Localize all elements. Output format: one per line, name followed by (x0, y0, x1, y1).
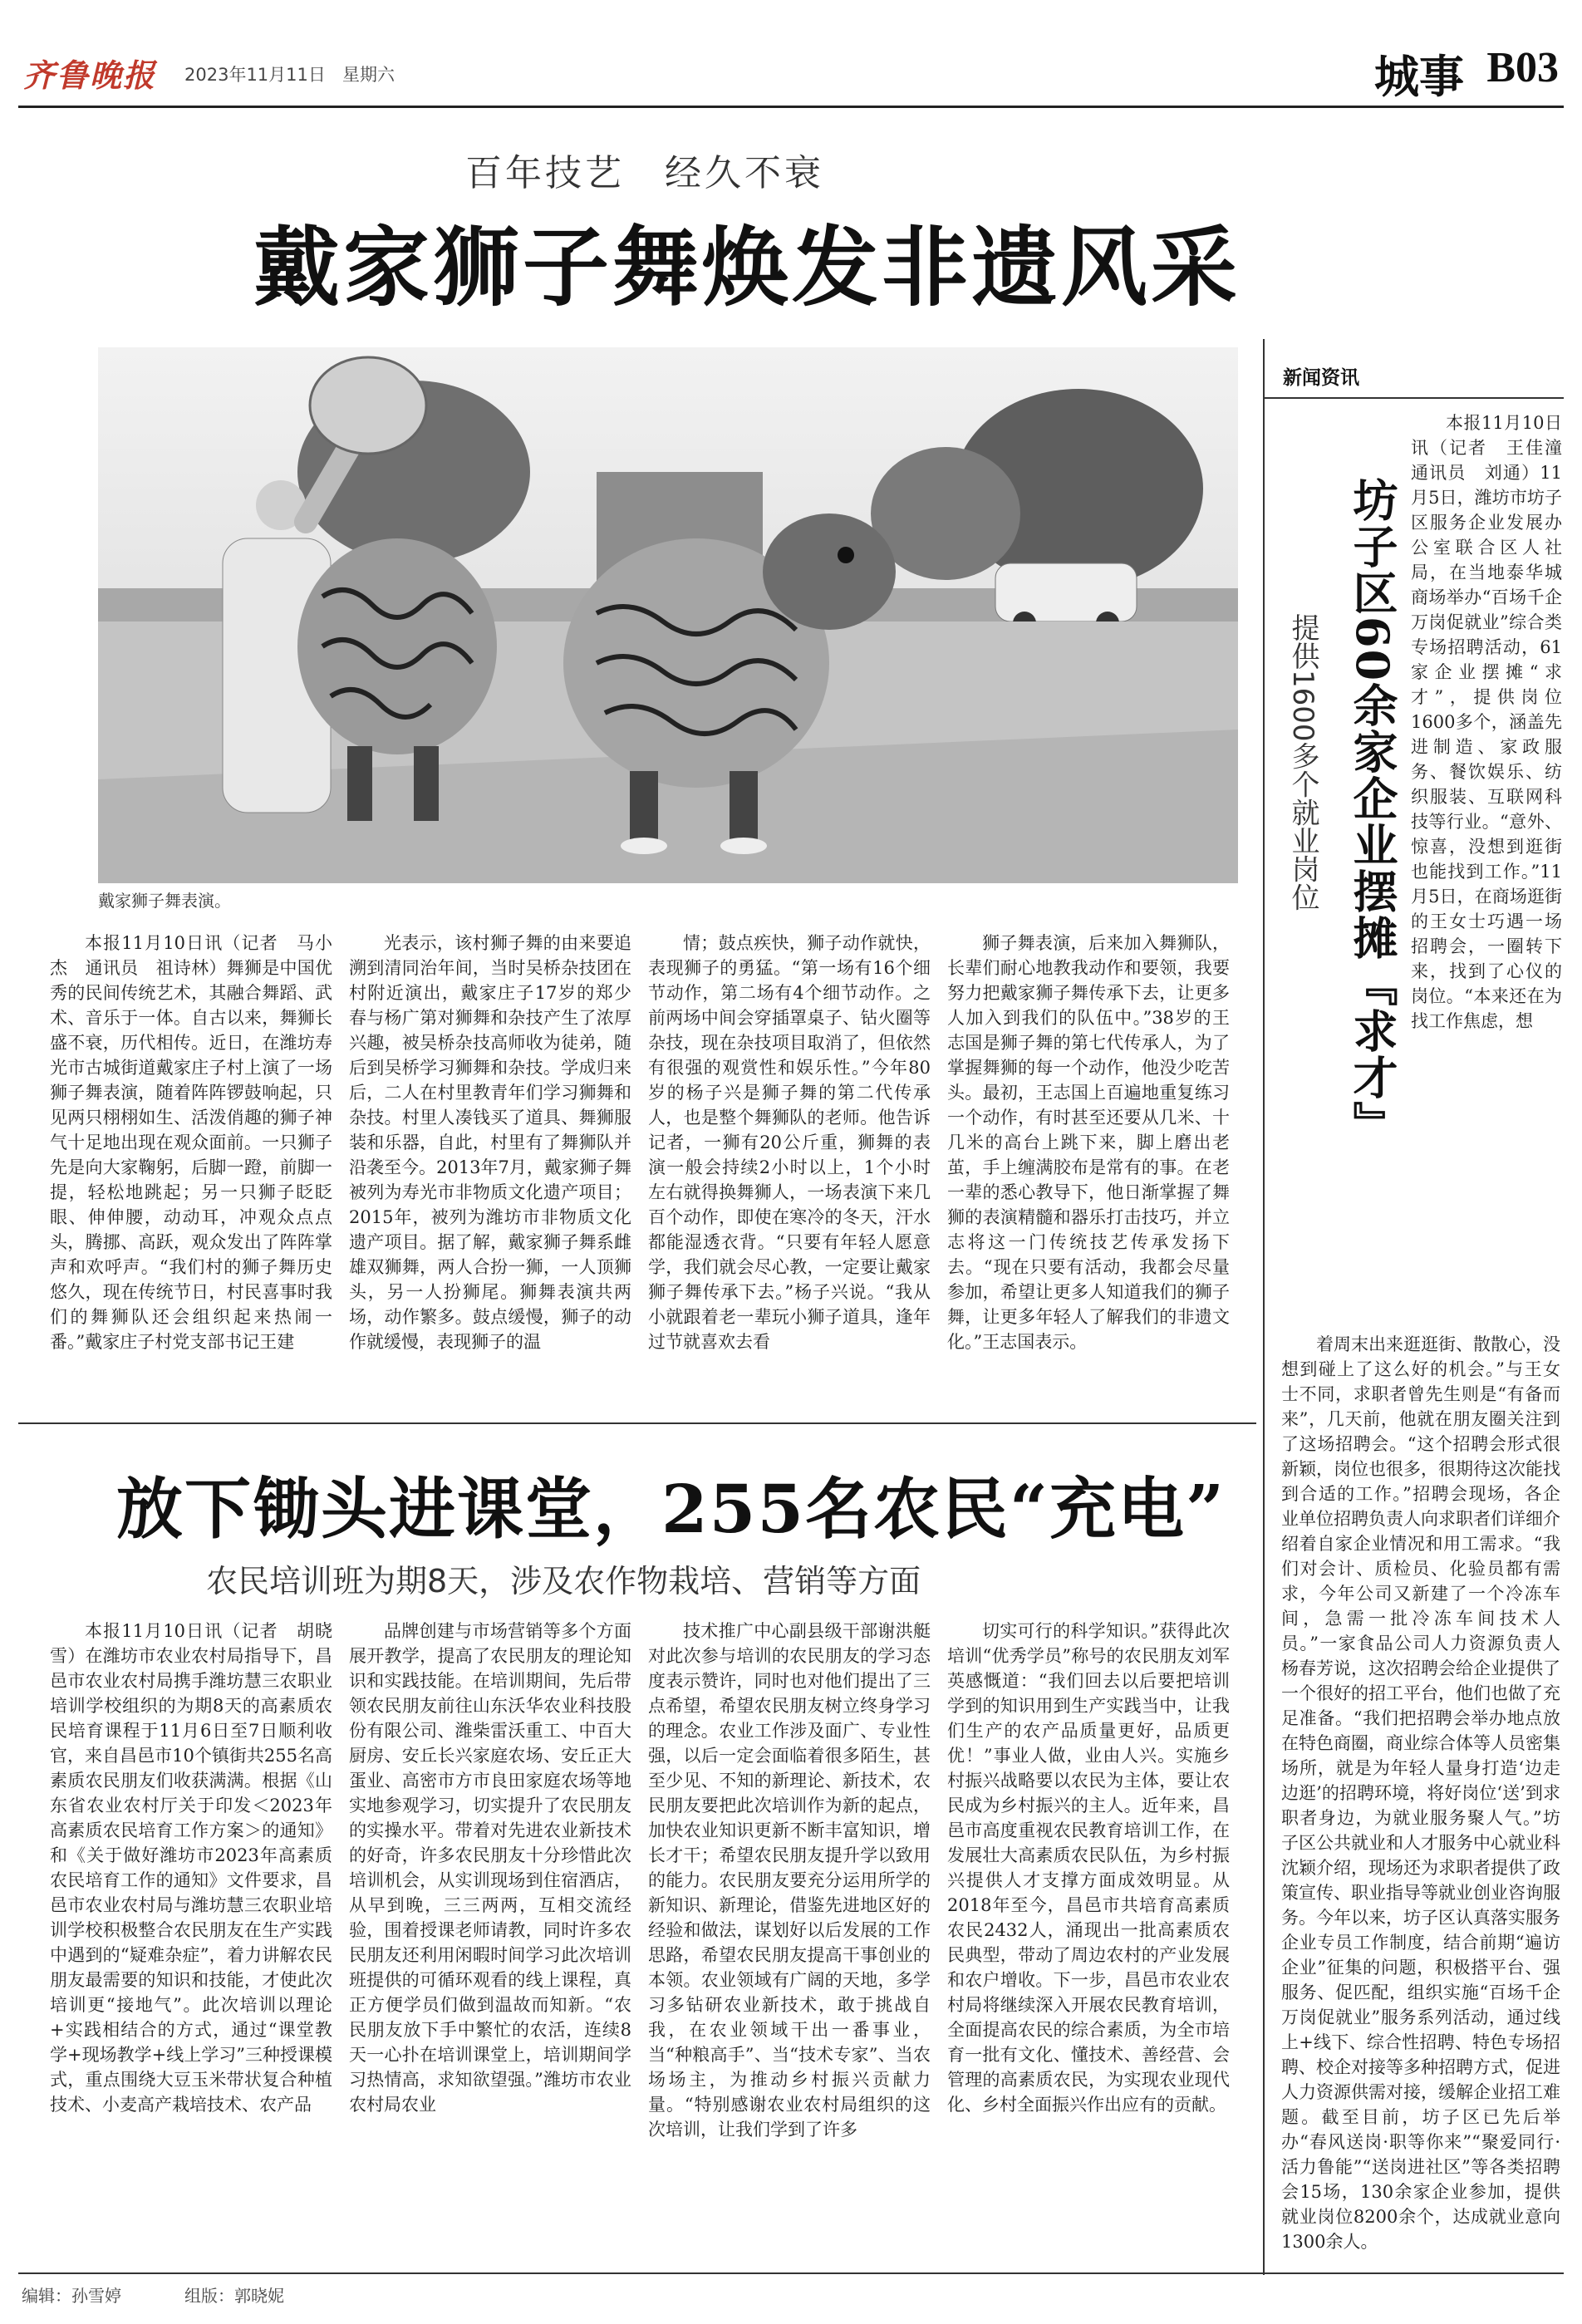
second-column-4-text: 切实可行的科学知识。”获得此次培训“优秀学员”称号的农民朋友刘军英感慨道：“我们回去以后要把培训学到的知识用到生产实践当中，让我们生产的农产品质量更好，品质更优！”事业人做，业由人兴。实施乡村振兴战略要以农民为主体，要让农民成为乡村振兴的主人。近年来，昌邑市高度重视农民教育培训工作，在发展壮大高素质农民队伍，为乡村振兴提供人才支撑方面成效明显。从2018年至今，昌邑市共培育高素质农民2432人，涌现出一批高素质农民典型，带动了周边农村的产业发展和农户增收。下一步，昌邑市农业农村局将继续深入开展农民教育培训，全面提高农民的综合素质，为全市培育一批有文化、懂技术、善经营、会管理的高素质农民，为实现农业现代化、乡村全面振兴作出应有的贡献。 (947, 1621, 1230, 2115)
page-footer (18, 2272, 1564, 2306)
section-name: 城事 (1374, 50, 1464, 103)
second-column-1-text: 本报11月10日讯（记者 胡晓雪）在潍坊市农业农村局指导下，昌邑市农业农村局携手潍坊慧三农职业培训学校组织的为期8天的高素质农民培育课程于11月6日至7日顺利收官，来自昌邑市10个镇街共255名高素质农民朋友们收获满满。根据《山东省农业农村厅关于印发＜2023年高素质农民培育工作方案＞的通知》和《关于做好潍坊市2023年高素质农民培育工作的通知》文件要求，昌邑市农业农村局与潍坊慧三农职业培训学校积极整合农民朋友在生产实践中遇到的“疑难杂症”，着力讲解农民朋友最需要的知识和技能，才使此次培训更“接地气”。此次培训以理论+实践相结合的方式，通过“课堂教学+现场教学+线上学习”三种授课模式，重点围绕大豆玉米带状复合种植技术、小麦高产栽培技术、农产品 (50, 1621, 332, 2115)
sidebar-body-top (1411, 410, 1580, 1324)
photo-caption: 戴家狮子舞表演。 (98, 891, 231, 911)
story-divider (18, 1422, 1256, 1424)
second-column-3 (648, 1619, 931, 2258)
masthead (18, 33, 1564, 108)
lion-dance-photo (98, 347, 1238, 883)
sidebar-body-bottom-text: 着周末出来逛逛街、散散心，没想到碰上了这么好的机会。”与王女士不同，求职者曾先生则是“有备而来”，几天前，他就在朋友圈关注到了这场招聘会。“这个招聘会形式很新颖，岗位也很多，很期待这次能找到合适的工作。”招聘会现场，各企业单位招聘负责人向求职者们详细介绍着自家企业情况和用工需求。“我们对会计、质检员、化验员都有需求，今年公司又新建了一个冷冻车间，急需一批冷冻车间技术人员。”一家食品公司人力资源负责人杨春芳说，这次招聘会给企业提供了一个很好的招工平台，他们也做了充足准备。“我们把招聘会举办地点放在特色商圈，商业综合体等人员密集场所，就是为年轻人量身打造‘边走边逛’的招聘环境，将好岗位‘送’到求职者身边，为就业服务聚人气。”坊子区公共就业和人才服务中心就业科沈颖介绍，现场还为求职者提供了政策宣传、职业指导等就业创业咨询服务。今年以来，坊子区认真落实服务企业专员工作制度，结合前期“遍访企业”征集的问题，积极搭平台、强服务、促匹配，组织实施“百场千企万岗促就业”服务系列活动，通过线上+线下、综合性招聘、特色专场招聘、校企对接等多种招聘方式，促进人力资源供需对接，缓解企业招工难题。截至目前，坊子区已先后举办“春风送岗·职等你来”“聚爱同行·活力鲁能”“送岗进社区”等各类招聘会15场，130余家企业参加，提供就业岗位8200余个，达成就业意向1300余人。 (1281, 1334, 1560, 2252)
second-subhead: 农民培训班为期8天，涉及农作物栽培、营销等方面 (206, 1563, 921, 1599)
footer-editor: 编辑：孙雪婷 (22, 2286, 121, 2306)
lead-column-3-text: 情；鼓点疾快，狮子动作就快，表现狮子的勇猛。“第一场有16个细节动作，第二场有4个细节动作。之前两场中间会穿插罩桌子、钻火圈等杂技，现在杂技项目取消了，但依然有很强的观赏性和娱乐性。”今年80岁的杨子兴是狮子舞的第二代传承人，也是整个舞狮队的老师。他告诉记者，一狮有20公斤重，狮舞的表演一般会持续2小时以上，1个小时左右就得换舞狮人，一场表演下来几百个动作，即使在寒冷的冬天，汗水都能湿透衣背。“只要有年轻人愿意学，我们就会尽心教，一定要让戴家狮子舞传承下去。”杨子兴说。“我从小就跟着老一辈玩小狮子道具，逢年过节就喜欢去看 (648, 933, 931, 1352)
lead-column-3 (648, 931, 931, 1354)
second-column-3-text: 技术推广中心副县级干部谢洪艇对此次参与培训的农民朋友的学习态度表示赞许，同时也对他们提出了三点希望，希望农民朋友树立终身学习的理念。农业工作涉及面广、专业性强，以后一定会面临着很多陌生，甚至少见、不知的新理论、新技术，农民朋友要把此次培训作为新的起点，加快农业知识更新不断丰富知识，增长才干；希望农民朋友提升学以致用的能力。农民朋友要充分运用所学的新知识、新理论，借鉴先进地区好的经验和做法，谋划好以后发展的工作思路，希望农民朋友提高干事创业的本领。农业领域有广阔的天地，多学习多钻研农业新技术，敢于挑战自我，在农业领域干出一番事业，当“种粮高手”、当“技术专家”、当农场场主，为推动乡村振兴贡献力量。“特别感谢农业农村局组织的这次培训，让我们学到了许多 (648, 1621, 931, 2140)
news-brief-sidebar (1263, 339, 1580, 2275)
lead-kicker: 百年技艺 经久不衰 (465, 152, 824, 194)
lead-column-1-text: 本报11月10日讯（记者 马小杰 通讯员 祖诗林）舞狮是中国优秀的民间传统艺术，其融合舞蹈、武术、音乐于一体。自古以来，舞狮长盛不衰，历代相传。近日，在潍坊寿光市古城街道戴家庄子村上演了一场狮子舞表演，随着阵阵锣鼓响起，只见两只栩栩如生、活泼俏趣的狮子神气十足地出现在观众面前。一只狮子先是向大家鞠躬，后脚一蹬，前脚一提，轻松地跳起；另一只狮子眨眨眼、伸伸腰，动动耳，冲观众点点头，腾挪、高跃，观众发出了阵阵掌声和欢呼声。“我们村的狮子舞历史悠久，现在传统节日，村民喜事时我们的舞狮队还会组织起来热闹一番。”戴家庄子村党支部书记王建 (50, 933, 332, 1352)
second-column-2 (349, 1619, 631, 2258)
second-column-1 (50, 1619, 332, 2258)
sidebar-subtitle: 提供1600多个就业岗位 (1286, 613, 1319, 911)
sidebar-header-rule (1265, 397, 1564, 399)
photo-illustration (98, 347, 1238, 883)
second-story-body (50, 1619, 1246, 2258)
lead-column-2-text: 光表示，该村狮子舞的由来要追溯到清同治年间，当时吴桥杂技团在村附近演出，戴家庄子17岁的郑少春与杨广第对狮舞和杂技产生了浓厚兴趣，被吴桥杂技高师收为徒弟，随后到吴桥学习狮舞和杂技。学成归来后，二人在村里教青年们学习狮舞和杂技。村里人凑钱买了道具、舞狮服装和乐器，自此，村里有了舞狮队并沿袭至今。2013年7月，戴家狮子舞被列为寿光市非物质文化遗产项目；2015年，被列为潍坊市非物质文化遗产项目。据了解，戴家狮子舞系雌雄双狮舞，两人合扮一狮，一人顶狮头，另一人扮狮尾。狮舞表演共两场，动作繁多。鼓点缓慢，狮子的动作就缓慢，表现狮子的温 (349, 933, 631, 1352)
lead-column-1 (50, 931, 332, 1354)
second-column-2-text: 品牌创建与市场营销等多个方面展开教学，提高了农民朋友的理论知识和实践技能。在培训期间，先后带领农民朋友前往山东沃华农业科技股份有限公司、潍柴雷沃重工、中百大厨房、安丘长兴家庭农场、安丘正大蛋业、高密市方市良田家庭农场等地实地参观学习，切实提升了农民朋友的实操水平。带着对先进农业新技术的好奇，许多农民朋友十分珍惜此次培训机会，从实训现场到住宿酒店，从早到晚，三三两两，互相交流经验，围着授课老师请教，同时许多农民朋友还利用闲暇时间学习此次培训班提供的可循环观看的线上课程，真正方便学员们做到温故而知新。“农民朋友放下手中繁忙的农活，连续8天一心扑在培训课堂上，培训期间学习热情高，求知欲望强。”潍坊市农业农村局农业 (349, 1621, 631, 2115)
second-headline: 放下锄头进课堂，255名农民“充电” (116, 1470, 1226, 1548)
page-number: B03 (1486, 44, 1559, 91)
footer-designer: 组版：郭晓妮 (184, 2286, 284, 2306)
lead-story-body (50, 931, 1246, 1396)
sidebar-body-bottom (1281, 1332, 1560, 2267)
sidebar-header: 新闻资讯 (1283, 367, 1359, 389)
sidebar-body-top-text: 本报11月10日讯（记者 王佳潼 通讯员 刘通）11月5日，潍坊市坊子区服务企业发展办公室联合区人社局，在当地泰华城商场举办“百场千企万岗促就业”综合类专场招聘活动，61家企业摆摊“求才”，提供岗位1600多个，涵盖先进制造、家政服务、餐饮娱乐、纺织服装、互联网科技等行业。“意外、惊喜，没想到逛街也能找到工作。”11月5日，在商场逛街的王女士巧遇一场招聘会，一圈转下来，找到了心仪的岗位。“本来还在为找工作焦虑，想 (1411, 413, 1580, 1031)
issue-weekday: 星期六 (342, 65, 395, 85)
lead-column-4-text: 狮子舞表演，后来加入舞狮队，长辈们耐心地教我动作和要领，我要努力把戴家狮子舞传承下去，让更多人加入到我们的队伍中。”38岁的王志国是狮子舞的第七代传承人，为了掌握舞狮的每一个动作，他没少吃苦头。最初，王志国上百遍地重复练习一个动作，有时甚至还要从几米、十几米的高台上跳下来，脚上磨出老茧，手上缠满胶布是常有的事。在老一辈的悉心教导下，他日渐掌握了舞狮的表演精髓和器乐打击技巧，并立志将这一门传统技艺传承发扬下去。“现在只要有活动，我都会尽量参加，希望让更多人知道我们的狮子舞，让更多年轻人了解我们的非遗文化。”王志国表示。 (947, 933, 1230, 1352)
newspaper-logo: 齐鲁晚报 (23, 57, 157, 94)
lead-column-2 (349, 931, 631, 1354)
second-column-4 (947, 1619, 1230, 2258)
lead-headline: 戴家狮子舞焕发非遗风采 (253, 216, 1241, 318)
issue-date: 2023年11月11日 (184, 65, 326, 85)
lead-column-4 (947, 931, 1230, 1354)
sidebar-title: 坊子区60余家企业摆摊『求才』 (1346, 477, 1399, 1148)
